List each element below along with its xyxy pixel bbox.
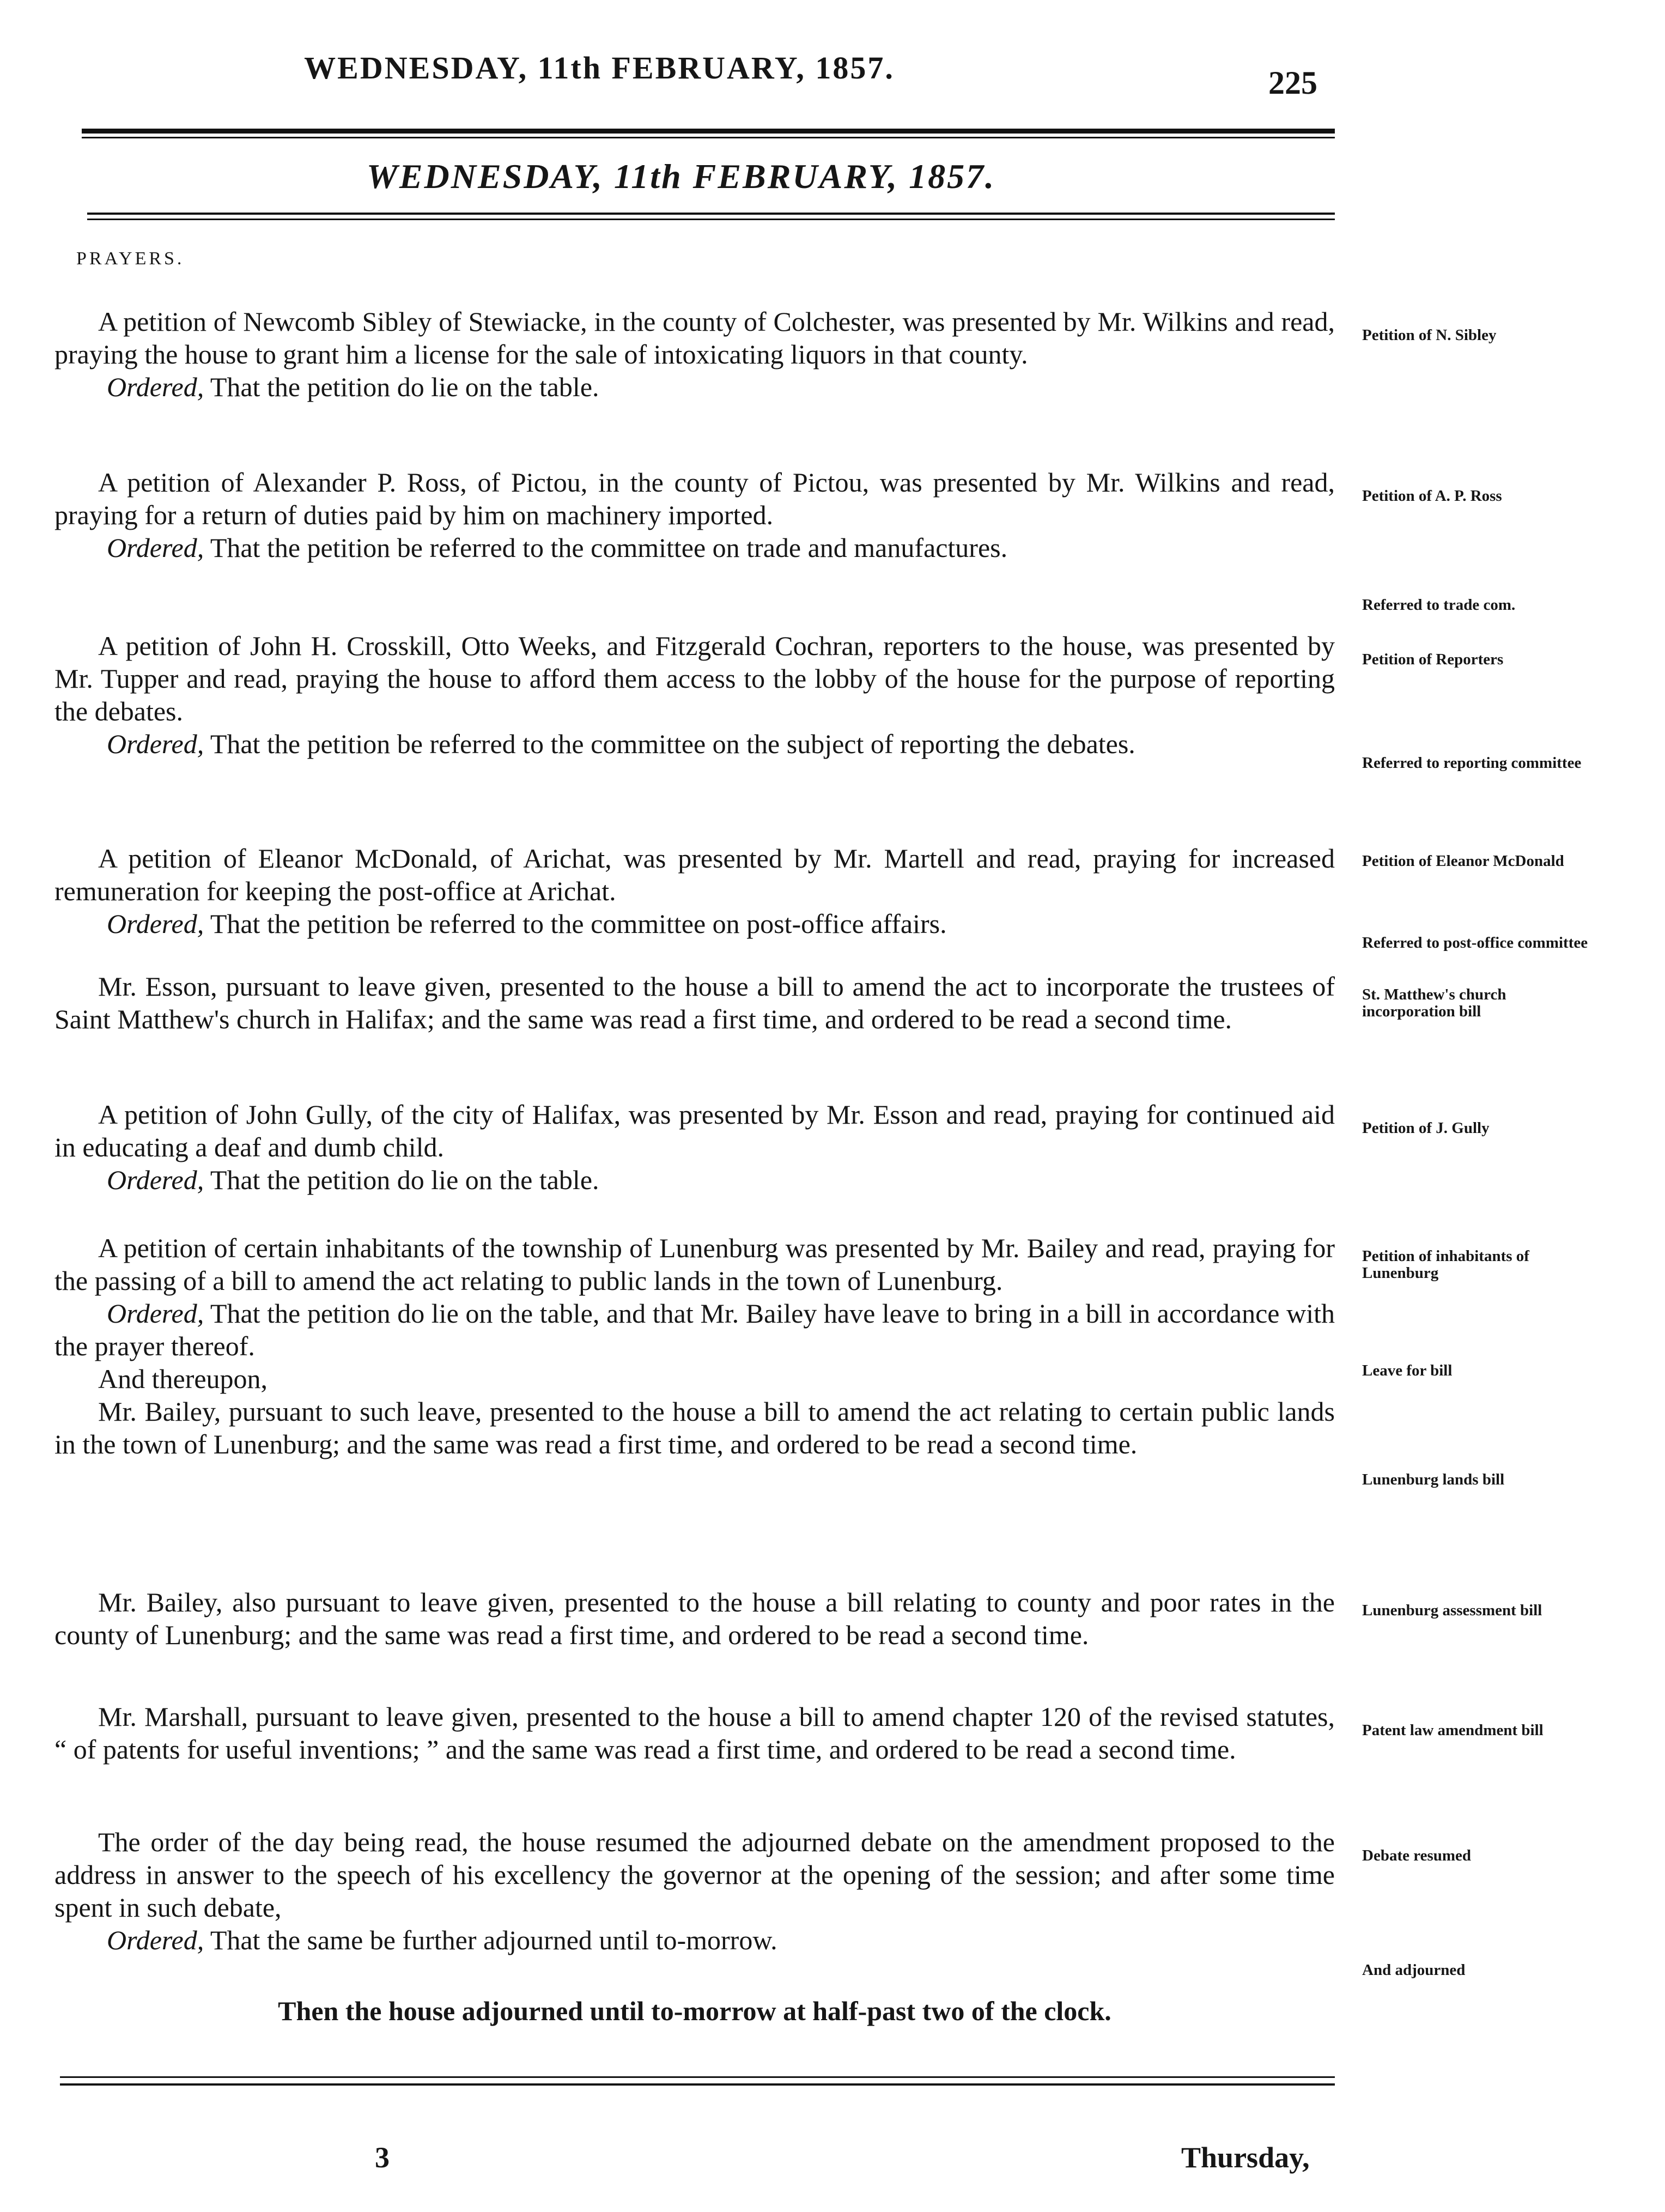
entry-followup: And thereupon, <box>98 1363 268 1394</box>
margin-note: Referred to trade com. <box>1362 596 1516 614</box>
order-text: That the same be further adjourned until to-morrow. <box>210 1925 777 1955</box>
margin-note: Petition of inhabitants of Lunenburg <box>1362 1247 1529 1282</box>
entry-paragraph: Mr. Marshall, pursuant to leave given, presented to the house a bill to amend chapter 120 of the revised statutes, “ of patents for useful inventions; ” and the same was read a first time, and ordered to be read a second time. <box>54 1701 1335 1765</box>
entry-paragraph: A petition of certain inhabitants of the township of Lunenburg was presented by Mr. Bailey and read, praying for the passing of a bill to amend the act relating to public lands in the town of Lunenburg. <box>54 1233 1335 1296</box>
footer-rule-top <box>60 2076 1335 2078</box>
signature-mark: 3 <box>375 2141 390 2174</box>
order-text: That the petition do lie on the table. <box>210 1165 599 1195</box>
order-text: That the petition do lie on the table, and that Mr. Bailey have leave to bring in a bill in accordance with the prayer thereof. <box>54 1298 1335 1361</box>
order-label: Ordered, <box>107 1298 204 1329</box>
prayers-label: PRAYERS. <box>76 249 185 269</box>
date-heading: WEDNESDAY, 11th FEBRUARY, 1857. <box>366 157 996 196</box>
order-text: That the petition do lie on the table. <box>210 372 599 402</box>
entry-paragraph: A petition of Eleanor McDonald, of Arichat, was presented by Mr. Martell and read, praying for increased remuneration for keeping the post-office at Arichat. <box>54 843 1335 906</box>
entry-body <box>54 629 1335 760</box>
running-header: WEDNESDAY, 11th FEBRUARY, 1857. <box>304 50 895 86</box>
entry-paragraph: A petition of Alexander P. Ross, of Pictou, in the county of Pictou, was presented by Mr. Wilkins and read, praying for a return of duties paid by him on machinery imported. <box>54 467 1335 530</box>
margin-note: Leave for bill <box>1362 1362 1453 1379</box>
entry-body <box>54 1700 1335 1766</box>
margin-note: And adjourned <box>1362 1961 1466 1979</box>
margin-note: St. Matthew's church incorporation bill <box>1362 986 1506 1020</box>
margin-note: Petition of N. Sibley <box>1362 326 1497 344</box>
margin-note: Petition of A. P. Ross <box>1362 487 1502 505</box>
entry-paragraph: Mr. Bailey, also pursuant to leave given, presented to the house a bill relating to county and poor rates in the county of Lunenburg; and the same was read a first time, and ordered to be read a second time. <box>54 1587 1335 1650</box>
margin-note: Petition of Eleanor McDonald <box>1362 852 1564 870</box>
entry-paragraph: A petition of John Gully, of the city of Halifax, was presented by Mr. Esson and read, praying for continued aid in educating a deaf and dumb child. <box>54 1099 1335 1162</box>
margin-note: Lunenburg lands bill <box>1362 1471 1505 1488</box>
footer-rule-bottom <box>60 2083 1335 2086</box>
entry-paragraph: Mr. Esson, pursuant to leave given, presented to the house a bill to amend the act to incorporate the trustees of Saint Matthew's church in Halifax; and the same was read a first time, and ordered to be read a second time. <box>54 971 1335 1034</box>
entry-paragraph: A petition of John H. Crosskill, Otto Weeks, and Fitzgerald Cochran, reporters to the house, was presented by Mr. Tupper and read, praying the house to afford them access to the lobby of the house for the purpose of reporting the debates. <box>54 631 1335 726</box>
catchword: Thursday, <box>1181 2141 1310 2174</box>
entry-body <box>54 842 1335 940</box>
order-text: That the petition be referred to the committee on the subject of reporting the debates. <box>210 729 1135 759</box>
order-label: Ordered, <box>107 372 204 402</box>
order-label: Ordered, <box>107 729 204 759</box>
entry-body <box>54 1098 1335 1196</box>
order-text: That the petition be referred to the committee on post-office affairs. <box>210 908 947 939</box>
order-label: Ordered, <box>107 532 204 563</box>
order-text: That the petition be referred to the committee on trade and manufactures. <box>210 532 1008 563</box>
entry-body <box>54 1826 1335 1956</box>
margin-note: Referred to reporting committee <box>1362 754 1582 772</box>
entry-paragraph: A petition of Newcomb Sibley of Stewiacke, in the county of Colchester, was presented by Mr. Wilkins and read, praying the house to grant him a license for the sale of intoxicating liquors in that county. <box>54 306 1335 369</box>
entry-body <box>54 1586 1335 1651</box>
entry-body <box>54 970 1335 1035</box>
margin-note: Petition of Reporters <box>1362 651 1504 668</box>
order-label: Ordered, <box>107 1925 204 1955</box>
order-line <box>54 907 1335 940</box>
margin-note: Debate resumed <box>1362 1847 1472 1864</box>
margin-note: Lunenburg assessment bill <box>1362 1602 1542 1619</box>
entry-body <box>54 466 1335 564</box>
order-line <box>54 1297 1335 1362</box>
order-line <box>54 728 1335 760</box>
closing-body <box>54 1995 1335 2027</box>
entry-followup: Mr. Bailey, pursuant to such leave, presented to the house a bill to amend the act relating to certain public lands in the town of Lunenburg; and the same was read a first time, and ordered to be read a second time. <box>54 1396 1335 1459</box>
order-label: Ordered, <box>107 1165 204 1195</box>
margin-note: Petition of J. Gully <box>1362 1119 1490 1137</box>
entry-paragraph: The order of the day being read, the house resumed the adjourned debate on the amendment proposed to the address in answer to the speech of his excellency the governor at the opening of the session; and after some time spent in such debate, <box>54 1827 1335 1923</box>
entry-body <box>54 1232 1335 1460</box>
entry-body <box>54 305 1335 403</box>
margin-note: Patent law amendment bill <box>1362 1722 1544 1739</box>
order-line <box>54 371 1335 403</box>
margin-note: Referred to post-office committee <box>1362 934 1588 952</box>
adjournment-line: Then the house adjourned until to-morrow at half-past two of the clock. <box>278 1996 1111 2026</box>
order-label: Ordered, <box>107 908 204 939</box>
order-line <box>54 1163 1335 1196</box>
order-line <box>54 1924 1335 1956</box>
order-line <box>54 531 1335 564</box>
page-number: 225 <box>1268 65 1317 101</box>
